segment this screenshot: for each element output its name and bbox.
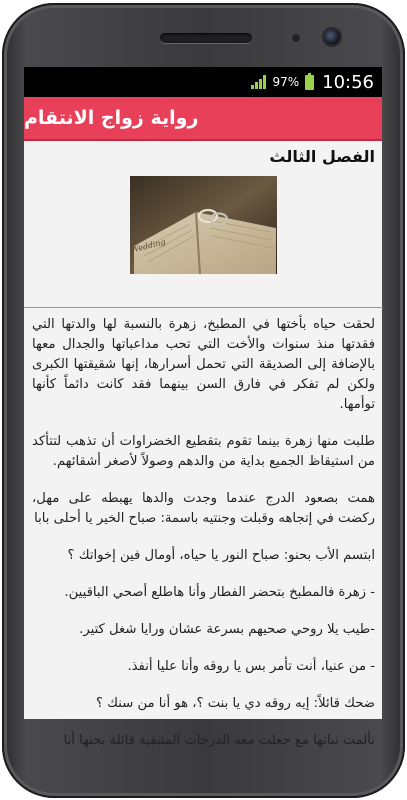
paragraph: طلبت منها زهرة بينما تقوم بتقطيع الخضراوات أن تذهب لتتأكد من استيقاظ الجميع بداية من والدهم وصولاً لأصغر أشقائهم. <box>32 434 375 469</box>
proximity-sensor <box>292 34 300 42</box>
signal-icon <box>251 75 266 89</box>
paragraph: -طيب يلا روحي صحيهم بسرعة عشان ورايا شغل كتير. <box>79 622 375 637</box>
paragraph: تألمت نباتها مع جعلت معه الدرجات المتبقية قائلة بحنها أنا <box>63 733 375 748</box>
chapter-content[interactable] <box>24 141 382 751</box>
battery-icon <box>305 75 314 90</box>
chapter-title: الفصل الثالث <box>269 147 375 166</box>
earpiece-speaker <box>160 33 252 43</box>
battery-percent: 97% <box>272 75 300 89</box>
app-bar <box>24 97 382 141</box>
paragraph: ضحك قائلاً: إيه روقه دي يا بنت ؟، هو أنا من سنك ؟ <box>95 696 375 711</box>
wedding-rings-image <box>130 176 277 274</box>
paragraph: لحقت حياه بأختها في المطبخ، زهرة بالنسبة لها والدتها التي فقدتها منذ سنوات والأخت التي تحب مداعباتها والجدال معها بالإضافة إلى الصديقة التي تحمل أسرارها، إنها شقيقتها الكبرى ولكن لم تفكر في فارق السن بينهما فقد كانت دائماً كأنها توأمها. <box>32 317 375 412</box>
paragraph: - من عنيا، أنت تأمر بس يا روقه وأنا عليا أنفذ. <box>127 659 375 674</box>
paragraph: - زهرة فالمطبخ بتحضر الفطار وأنا هاطلع أصحي الباقيين. <box>64 585 375 600</box>
app-title: رواية زواج الانتقام <box>24 107 199 129</box>
status-bar <box>24 67 382 97</box>
clock: 10:56 <box>322 71 374 93</box>
paragraph: همت بصعود الدرج عندما وجدت والدها يهبطه على مهل، ركضت في إتجاهه وقبلت وجنتيه باسمة: صباح الخير يا أحلى بابا <box>32 491 375 526</box>
story-text <box>32 308 375 751</box>
front-camera <box>324 29 340 45</box>
image-caption: Wedding <box>129 237 167 255</box>
paragraph: ابتسم الأب بحنو: صباح النور يا حياه، أومال فين إخواتك ؟ <box>67 548 375 563</box>
hardware-navigation-area <box>24 721 382 791</box>
screen <box>24 67 382 748</box>
